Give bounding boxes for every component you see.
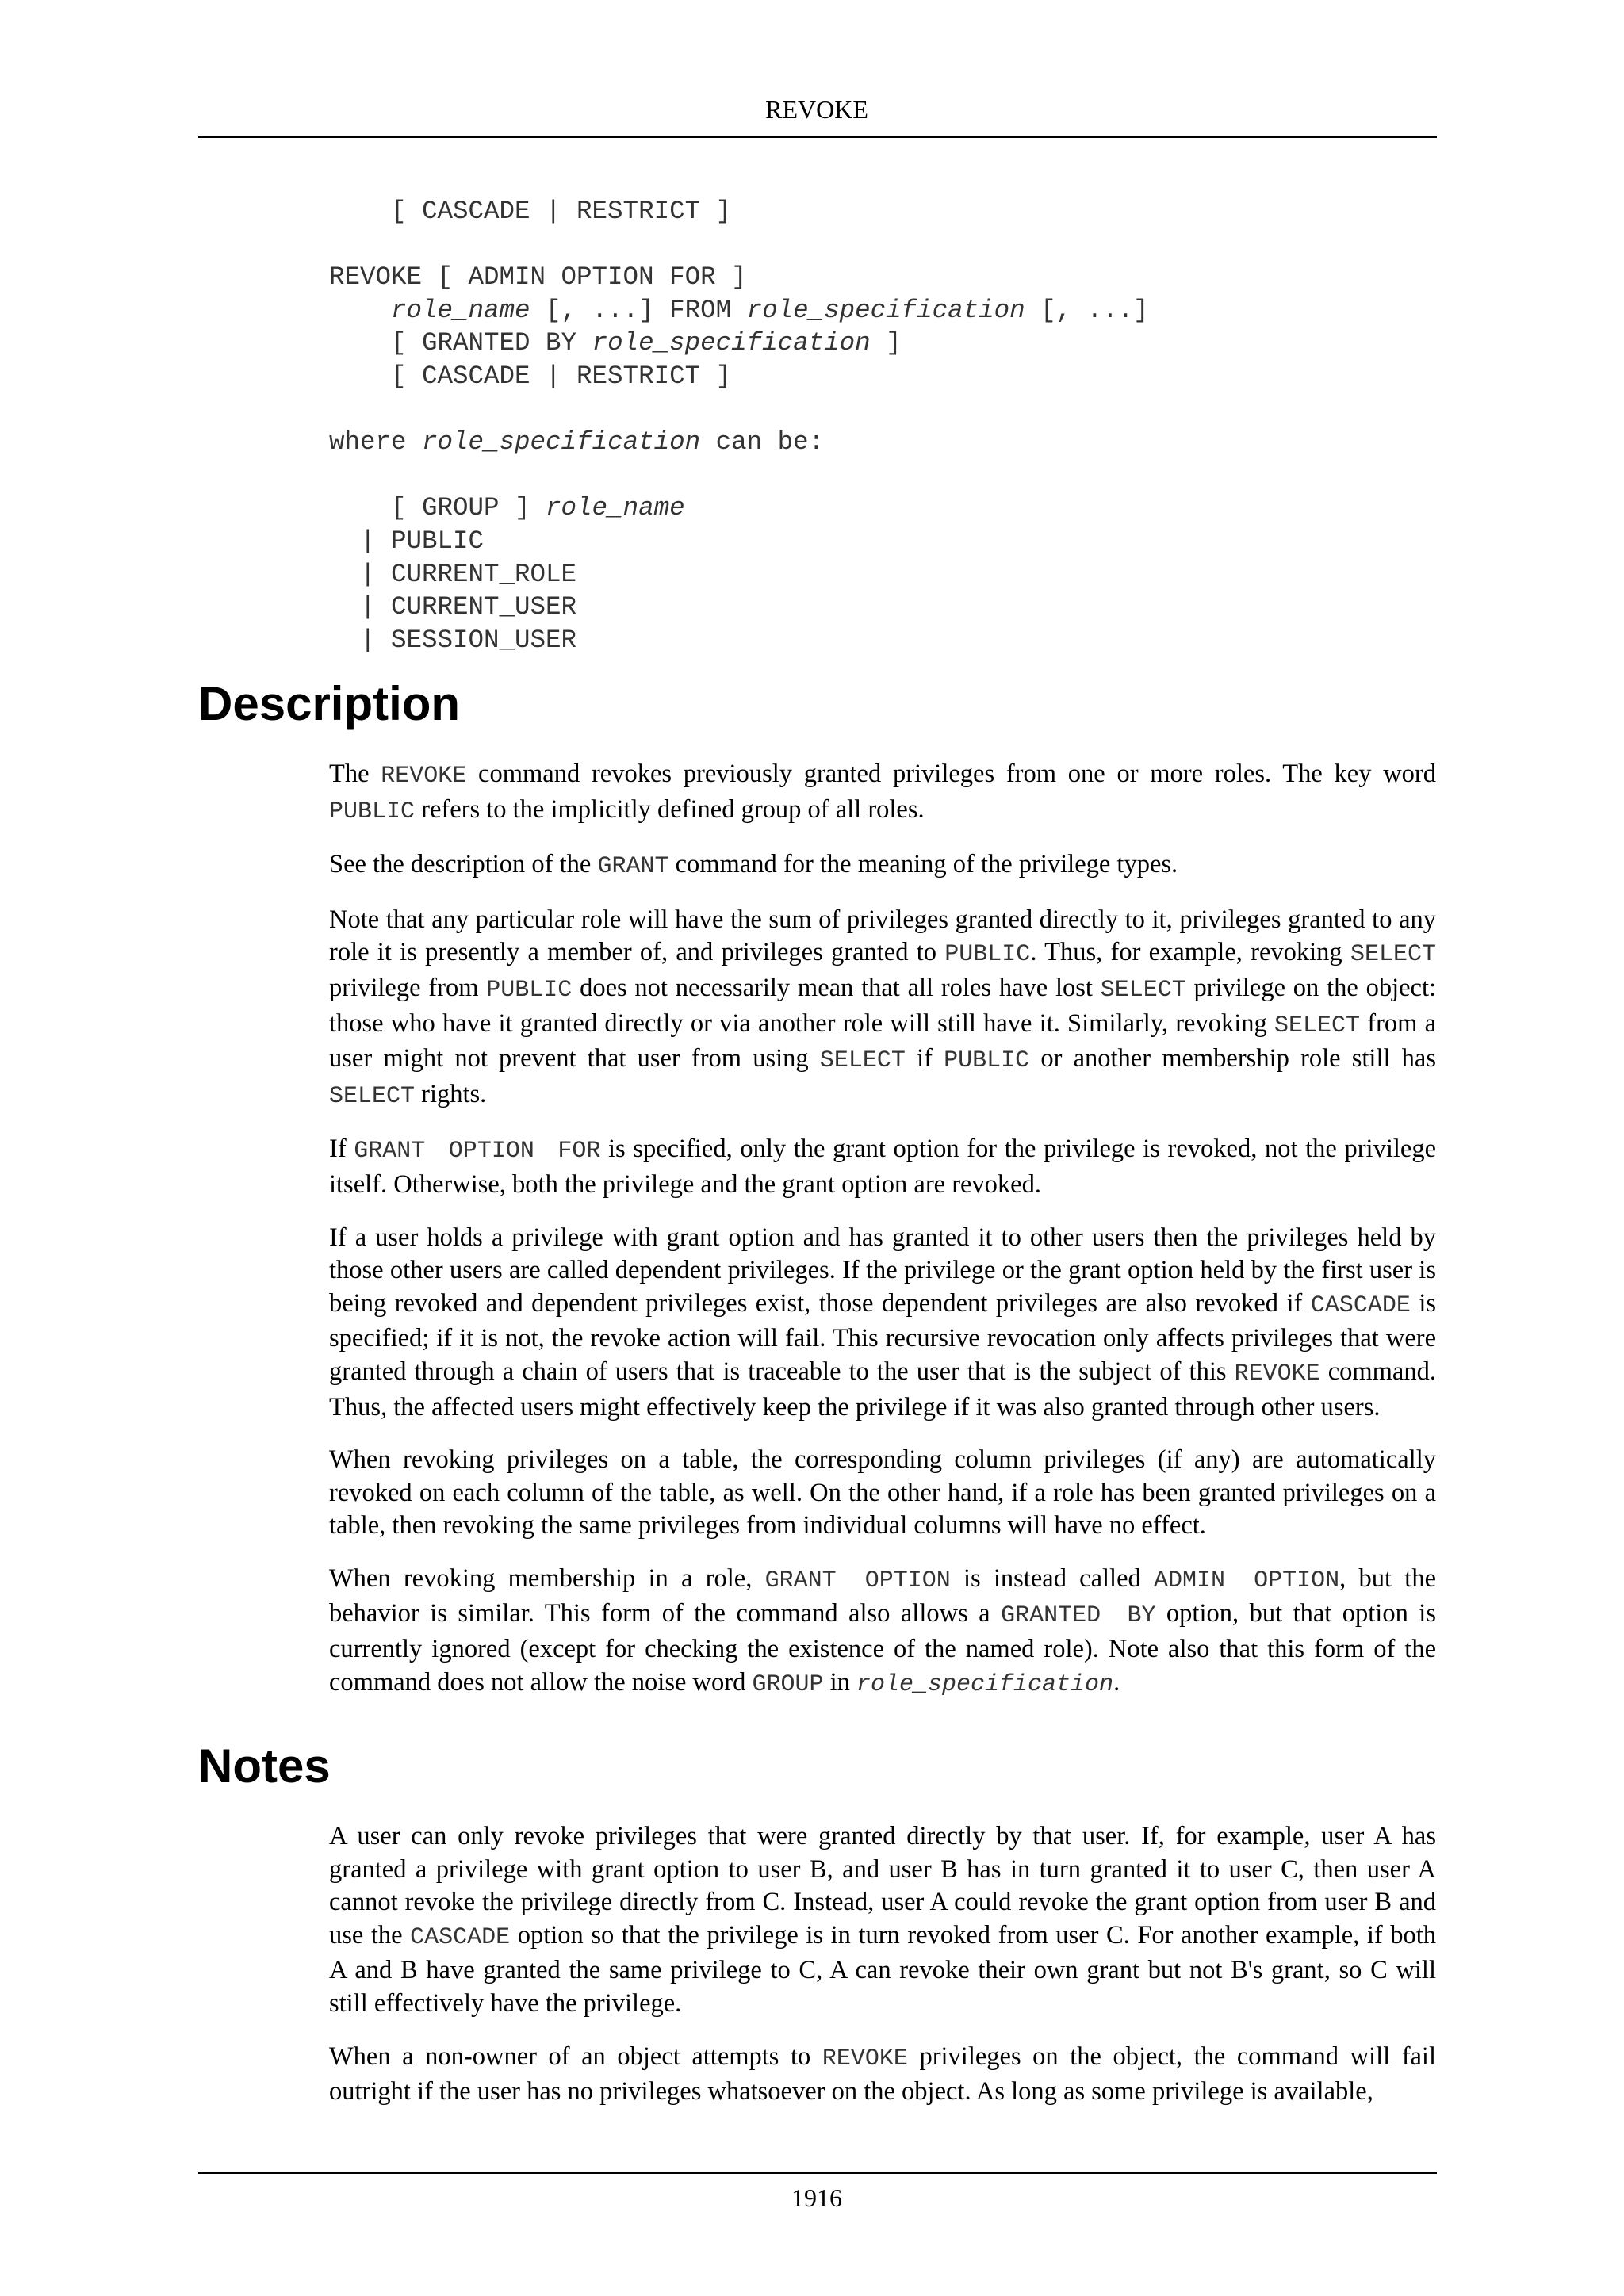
- text: is specified, only the grant option for the privilege is revoked, not the privilege itself. Otherwise, both the privilege and the grant option are revoked.: [329, 1135, 1436, 1199]
- text: is specified; if it is not, the revoke action will fail. This recursive revocation only affects privileges that were granted through a chain of users that is traceable to the user that is the subject of this: [329, 1288, 1436, 1386]
- code-term: SELECT: [819, 1047, 906, 1075]
- command-synopsis: [329, 195, 1149, 656]
- synopsis-text: [ GRANTED BY: [329, 328, 592, 358]
- synopsis-text: can be:: [700, 427, 825, 457]
- description-heading: Description: [198, 677, 461, 730]
- description-paragraph: [329, 758, 1436, 828]
- synopsis-line: [ CASCADE | RESTRICT ]: [329, 197, 732, 226]
- synopsis-parameter: role_name: [546, 493, 685, 523]
- code-term: CASCADE: [410, 1923, 511, 1951]
- description-paragraph: [329, 1222, 1436, 1425]
- notes-paragraph: [329, 2041, 1436, 2109]
- text: if: [905, 1044, 944, 1073]
- text: rights.: [415, 1079, 487, 1108]
- synopsis-line: [ CASCADE | RESTRICT ]: [329, 361, 732, 391]
- synopsis-text: ]: [870, 328, 902, 358]
- code-term: CASCADE: [1310, 1292, 1411, 1319]
- synopsis-parameter: role_specification: [592, 328, 871, 358]
- code-term: REVOKE: [822, 2045, 908, 2072]
- text: When revoking membership in a role,: [329, 1563, 765, 1593]
- synopsis-parameter: role_specification: [746, 295, 1025, 325]
- synopsis-line: REVOKE [ ADMIN OPTION FOR ]: [329, 262, 747, 293]
- text: , but the behavior is similar. This form of the command also allows a: [329, 1563, 1436, 1628]
- code-term: ADMIN OPTION: [1154, 1567, 1340, 1594]
- synopsis-text: [, ...]: [1025, 295, 1149, 325]
- synopsis-line: [329, 426, 1149, 459]
- text: privilege on the object: those who have it granted directly or via another role will still have it. Similarly, revoking: [329, 973, 1437, 1038]
- synopsis-line: [329, 294, 1149, 327]
- code-term: GRANT OPTION: [764, 1567, 951, 1594]
- text: option so that the privilege is in turn revoked from user C. For another example, if both A and B have granted the same privilege to C, A can revoke their own grant but not B's grant, so C will still effectively have the privilege.: [329, 1920, 1437, 2018]
- description-paragraph: When revoking privileges on a table, the corresponding column privileges (if any) are automatically revoked on each column of the table, as well. On the other hand, if a role has been granted privileges on a table, then revoking the same privileges from individual columns will have no effect.: [329, 1445, 1436, 1540]
- code-term: PUBLIC: [944, 1047, 1030, 1075]
- code-term: SELECT: [1100, 976, 1186, 1004]
- text: in: [823, 1667, 856, 1697]
- text: See the description of the: [329, 850, 598, 879]
- synopsis-line: | CURRENT_ROLE: [329, 559, 577, 589]
- text: command. Thus, the affected users might effectively keep the privilege if it was also granted through other users.: [329, 1357, 1436, 1422]
- text: . Thus, for example, revoking: [1030, 938, 1350, 967]
- code-term: REVOKE: [381, 763, 467, 790]
- text: from a user might not prevent that user from using: [329, 1008, 1436, 1073]
- code-term: PUBLIC: [486, 976, 573, 1004]
- notes-heading: Notes: [198, 1739, 331, 1793]
- text: .: [1113, 1667, 1120, 1697]
- description-paragraph: [329, 1563, 1436, 1701]
- synopsis-text: [329, 296, 391, 325]
- text: option, but that option is currently ignored (except for checking the existence of the named role). Note also that this form of the command does not allow the noise word: [329, 1599, 1436, 1697]
- code-term: GROUP: [752, 1670, 824, 1698]
- notes-body: [329, 1820, 1436, 2129]
- description-paragraph: [329, 1133, 1436, 1201]
- synopsis-line: [329, 492, 1149, 525]
- footer-rule: [198, 2172, 1437, 2174]
- header-rule: [198, 136, 1437, 138]
- description-body: [329, 758, 1436, 1721]
- synopsis-line: | SESSION_USER: [329, 625, 577, 655]
- text: If: [329, 1135, 354, 1164]
- text: A user can only revoke privileges that were granted directly by that user. If, for example, user A has granted a privilege with grant option to user B, and user B has in turn granted it to user C, then user A cannot revoke the privilege directly from C. Instead, user A could revoke the grant option from user B and use the: [329, 1822, 1436, 1950]
- synopsis-text: where: [329, 427, 423, 457]
- description-paragraph: [329, 904, 1436, 1114]
- code-term: GRANT: [597, 853, 669, 881]
- parameter-term: role_specification: [856, 1670, 1114, 1698]
- synopsis-line: [329, 393, 1149, 427]
- synopsis-parameter: role_specification: [422, 427, 701, 457]
- synopsis-line: [329, 327, 1149, 360]
- text: refers to the implicitly defined group of all roles.: [415, 794, 925, 824]
- code-term: PUBLIC: [329, 798, 416, 825]
- description-paragraph: [329, 848, 1436, 884]
- synopsis-line: | PUBLIC: [329, 526, 485, 556]
- code-term: REVOKE: [1234, 1360, 1320, 1387]
- notes-paragraph: [329, 1820, 1436, 2021]
- running-header: REVOKE: [765, 95, 868, 124]
- text: command for the meaning of the privilege types.: [668, 850, 1178, 879]
- synopsis-line: [329, 459, 1149, 492]
- synopsis-line: [329, 228, 1149, 262]
- text: or another membership role still has: [1029, 1044, 1436, 1073]
- text: When a non-owner of an object attempts to: [329, 2042, 822, 2071]
- text: privilege from: [329, 973, 487, 1002]
- text: If a user holds a privilege with grant option and has granted it to other users then the privileges held by those other users are called dependent privileges. If the privilege or the grant option held by the first user is being revoked and dependent privileges exist, those dependent privileges are also revoked if: [329, 1223, 1436, 1318]
- page-number: 1916: [791, 2183, 842, 2212]
- text: privileges on the object, the command will fail outright if the user has no privileges whatsoever on the object. As long as some privilege is available,: [329, 2042, 1436, 2107]
- text: command revokes previously granted privileges from one or more roles. The key word: [466, 760, 1436, 788]
- synopsis-line: | CURRENT_USER: [329, 592, 577, 622]
- synopsis-text: [, ...] FROM: [530, 295, 747, 325]
- synopsis-parameter: role_name: [391, 295, 530, 325]
- text: is instead called: [950, 1563, 1154, 1593]
- text: Note that any particular role will have the sum of privileges granted directly to it, privileges granted to any role it is presently a member of, and privileges granted to: [329, 905, 1436, 967]
- code-term: SELECT: [329, 1082, 416, 1110]
- text: The: [329, 760, 381, 788]
- code-term: GRANTED BY: [1001, 1602, 1156, 1630]
- code-term: PUBLIC: [944, 941, 1031, 969]
- code-term: GRANT OPTION FOR: [354, 1138, 601, 1165]
- synopsis-text: [ GROUP ]: [329, 493, 546, 523]
- code-term: SELECT: [1350, 941, 1436, 969]
- text: does not necessarily mean that all roles have lost: [572, 973, 1101, 1002]
- code-term: SELECT: [1274, 1012, 1360, 1039]
